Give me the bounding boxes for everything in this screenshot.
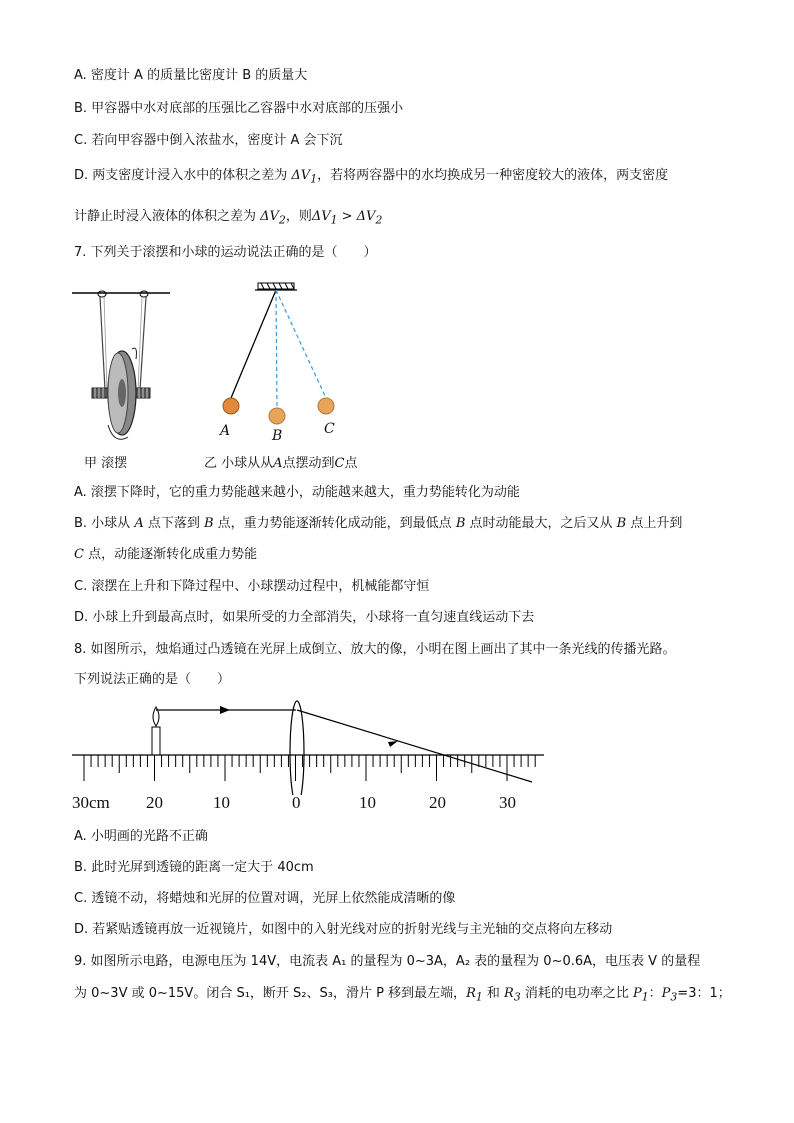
ruler-label-30-right: 30 — [499, 793, 516, 812]
lens-optical-bench-figure — [70, 695, 550, 795]
text: 点，重力势能逐渐转化成动能，到最低点 — [213, 516, 456, 531]
text: =3：1； — [677, 986, 731, 1001]
sub: 1 — [475, 990, 483, 1004]
var-p1 — [633, 986, 649, 1004]
text: 点时动能最大，之后又从 — [465, 516, 617, 531]
text: ，若将两容器中的水均换成另一种密度较大的液体，两支密度 — [317, 168, 669, 183]
text: 点下落到 — [143, 516, 204, 531]
q8-stem-line1: 8. 如图所示，烛焰通过凸透镜在光屏上成倒立、放大的像，小明在图上画出了其中一条光线的传播光路。 — [74, 642, 676, 657]
q9-stem-line1: 9. 如图所示电路，电源电压为 14V，电流表 A₁ 的量程为 0~3A，A₂ 表的量程为 0~0.6A，电压表 V 的量程 — [74, 954, 701, 969]
q8-option-b: B. 此时光屏到透镜的距离一定大于 40cm — [74, 860, 314, 875]
ruler-label-20-left: 20 — [146, 793, 163, 812]
sym: R — [466, 986, 476, 1001]
point: A — [134, 516, 144, 531]
text: 乙 小球从从 — [204, 456, 274, 471]
point-c: C — [334, 456, 345, 471]
q7-option-a: A. 滚摆下降时，它的重力势能越来越小，动能越来越大，重力势能转化为动能 — [74, 485, 520, 500]
ruler-label-0: 0 — [292, 793, 301, 812]
text: 为 0~3V 或 0~15V。闭合 S₁，断开 S₂、S₃，滑片 P 移到最左端， — [74, 986, 467, 1001]
q8-stem-line2: 下列说法正确的是（ ） — [74, 672, 231, 687]
var-r1 — [466, 986, 483, 1004]
math-compare — [311, 209, 383, 227]
q7-option-d: D. 小球上升到最高点时，如果所受的力全部消失，小球将一直匀速直线运动下去 — [74, 610, 535, 625]
point-a: A — [273, 456, 283, 471]
maxwell-wheel-figure — [70, 285, 180, 455]
ruler-label-30cm-left: 30cm — [72, 793, 110, 812]
q6-option-d-line1 — [74, 167, 668, 189]
sub: 2 — [375, 213, 383, 227]
q7-stem: 7. 下列关于滚摆和小球的运动说法正确的是（ ） — [74, 245, 377, 260]
text: 消耗的电功率之比 — [520, 986, 633, 1001]
q6-option-d-line2 — [74, 208, 382, 230]
q7-option-c: C. 滚摆在上升和下降过程中、小球摆动过程中，机械能都守恒 — [74, 579, 430, 594]
q6-option-a: A. 密度计 A 的质量比密度计 B 的质量大 — [74, 68, 308, 83]
point: C — [74, 547, 84, 562]
q8-option-d: D. 若紧贴透镜再放一近视镜片，如图中的入射光线对应的折射光线与主光轴的交点将向左移动 — [74, 922, 613, 937]
figure-caption-left: 甲 滚摆 — [84, 456, 128, 471]
sym: P — [661, 986, 671, 1001]
sym: ΔV — [291, 168, 311, 183]
ball-label-a: A — [220, 423, 231, 439]
text: 点摆动到 — [282, 456, 335, 471]
math-delta-v1 — [291, 168, 318, 186]
sym: P — [633, 986, 642, 1001]
q6-option-c: C. 若向甲容器中倒入浓盐水，密度计 A 会下沉 — [74, 133, 343, 148]
text: 点，动能逐渐转化成重力势能 — [83, 547, 258, 562]
var-p3 — [661, 986, 678, 1004]
math-delta-v2 — [260, 209, 286, 227]
op: > — [337, 209, 357, 224]
ball-label-c: C — [324, 421, 335, 437]
sub: 3 — [670, 990, 678, 1004]
point: B — [455, 516, 466, 531]
sub: 2 — [278, 213, 286, 227]
text: D. 两支密度计浸入水中的体积之差为 — [74, 168, 292, 183]
sym: ΔV — [260, 209, 279, 224]
text: ： — [648, 986, 662, 1001]
figure-caption-right — [204, 452, 358, 471]
sub: 1 — [641, 990, 649, 1004]
sym: R — [504, 986, 514, 1001]
text: 点上升到 — [626, 516, 683, 531]
q7-option-b-line2 — [74, 546, 257, 564]
text: ，则 — [285, 209, 312, 224]
sym: ΔV — [356, 209, 376, 224]
q7-option-b-line1 — [74, 515, 682, 533]
ball-label-b: B — [272, 428, 283, 444]
sub: 3 — [513, 990, 521, 1004]
text: 和 — [482, 986, 505, 1001]
q6-option-b: B. 甲容器中水对底部的压强比乙容器中水对底部的压强小 — [74, 101, 404, 116]
sym: ΔV — [311, 209, 331, 224]
text: 点 — [344, 456, 358, 471]
sub: 1 — [330, 213, 338, 227]
pendulum-figure — [215, 280, 365, 450]
point: B — [616, 516, 627, 531]
ruler-label-20-right: 20 — [429, 793, 446, 812]
q9-stem-line2 — [74, 985, 731, 1007]
ruler-label-10-right: 10 — [359, 793, 376, 812]
text: 计静止时浸入液体的体积之差为 — [74, 209, 261, 224]
point: B — [203, 516, 214, 531]
sub: 1 — [310, 172, 318, 186]
ruler-label-10-left: 10 — [213, 793, 230, 812]
text: B. 小球从 — [74, 516, 135, 531]
q8-option-a: A. 小明画的光路不正确 — [74, 829, 208, 844]
var-r3 — [504, 986, 521, 1004]
q8-option-c: C. 透镜不动，将蜡烛和光屏的位置对调，光屏上依然能成清晰的像 — [74, 891, 456, 906]
